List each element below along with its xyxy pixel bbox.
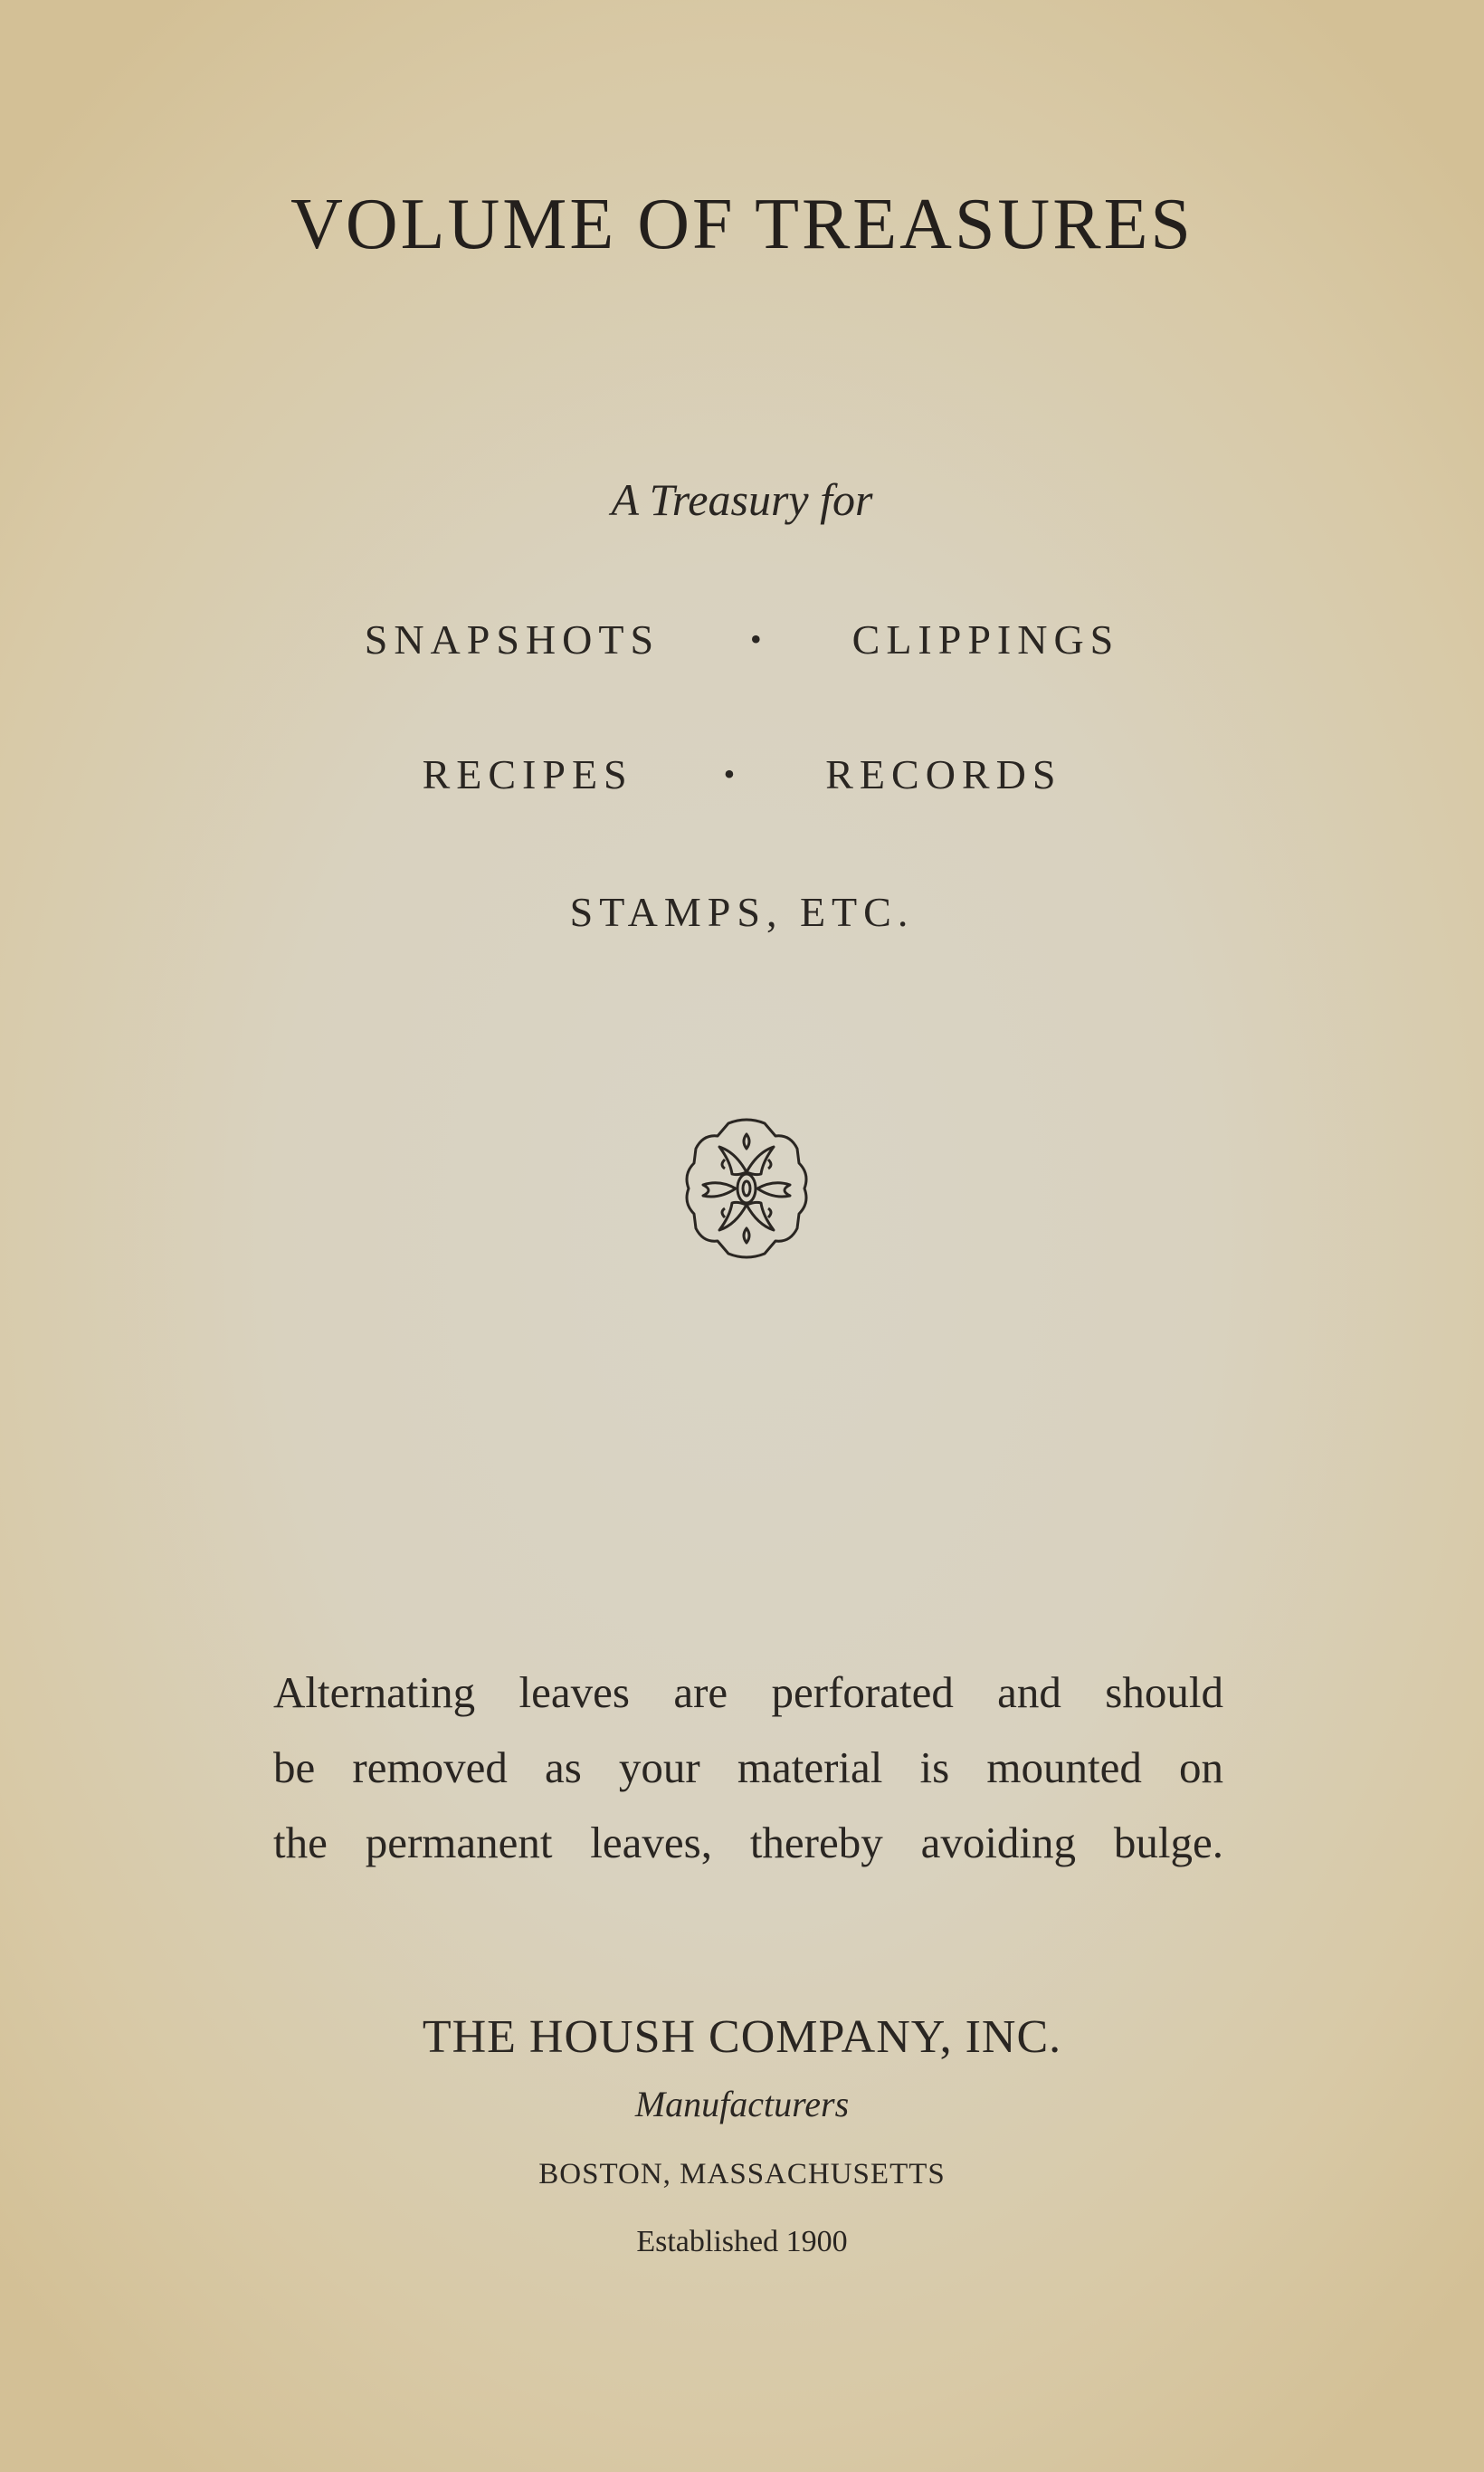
floral-ornament-icon (683, 1116, 810, 1261)
item-records: RECORDS (825, 751, 1062, 797)
notice-paragraph (273, 1655, 1223, 1880)
items-row-1 (0, 616, 1484, 663)
separator-dot: • (750, 621, 762, 657)
items-row-2 (0, 751, 1484, 797)
item-clippings: CLIPPINGS (851, 616, 1120, 663)
notice-line-3: the permanent leaves, thereby avoiding bulge. (273, 1818, 1223, 1867)
item-snapshots: SNAPSHOTS (364, 616, 661, 663)
separator-dot: • (723, 756, 736, 792)
publisher-company: THE HOUSH COMPANY, INC. (422, 2011, 1062, 2063)
publisher-established: Established 1900 (636, 2225, 848, 2258)
item-recipes: RECIPES (422, 751, 633, 797)
item-stamps-etc: STAMPS, ETC. (569, 889, 915, 935)
publisher-role: Manufacturers (634, 2084, 850, 2124)
notice-line-1: Alternating leaves are perforated and should (273, 1667, 1223, 1717)
subtitle: A Treasury for (611, 474, 873, 525)
publisher-location: BOSTON, MASSACHUSETTS (538, 2158, 946, 2190)
notice-line-2: be removed as your material is mounted on (273, 1742, 1223, 1792)
page-title: VOLUME OF TREASURES (290, 185, 1194, 264)
